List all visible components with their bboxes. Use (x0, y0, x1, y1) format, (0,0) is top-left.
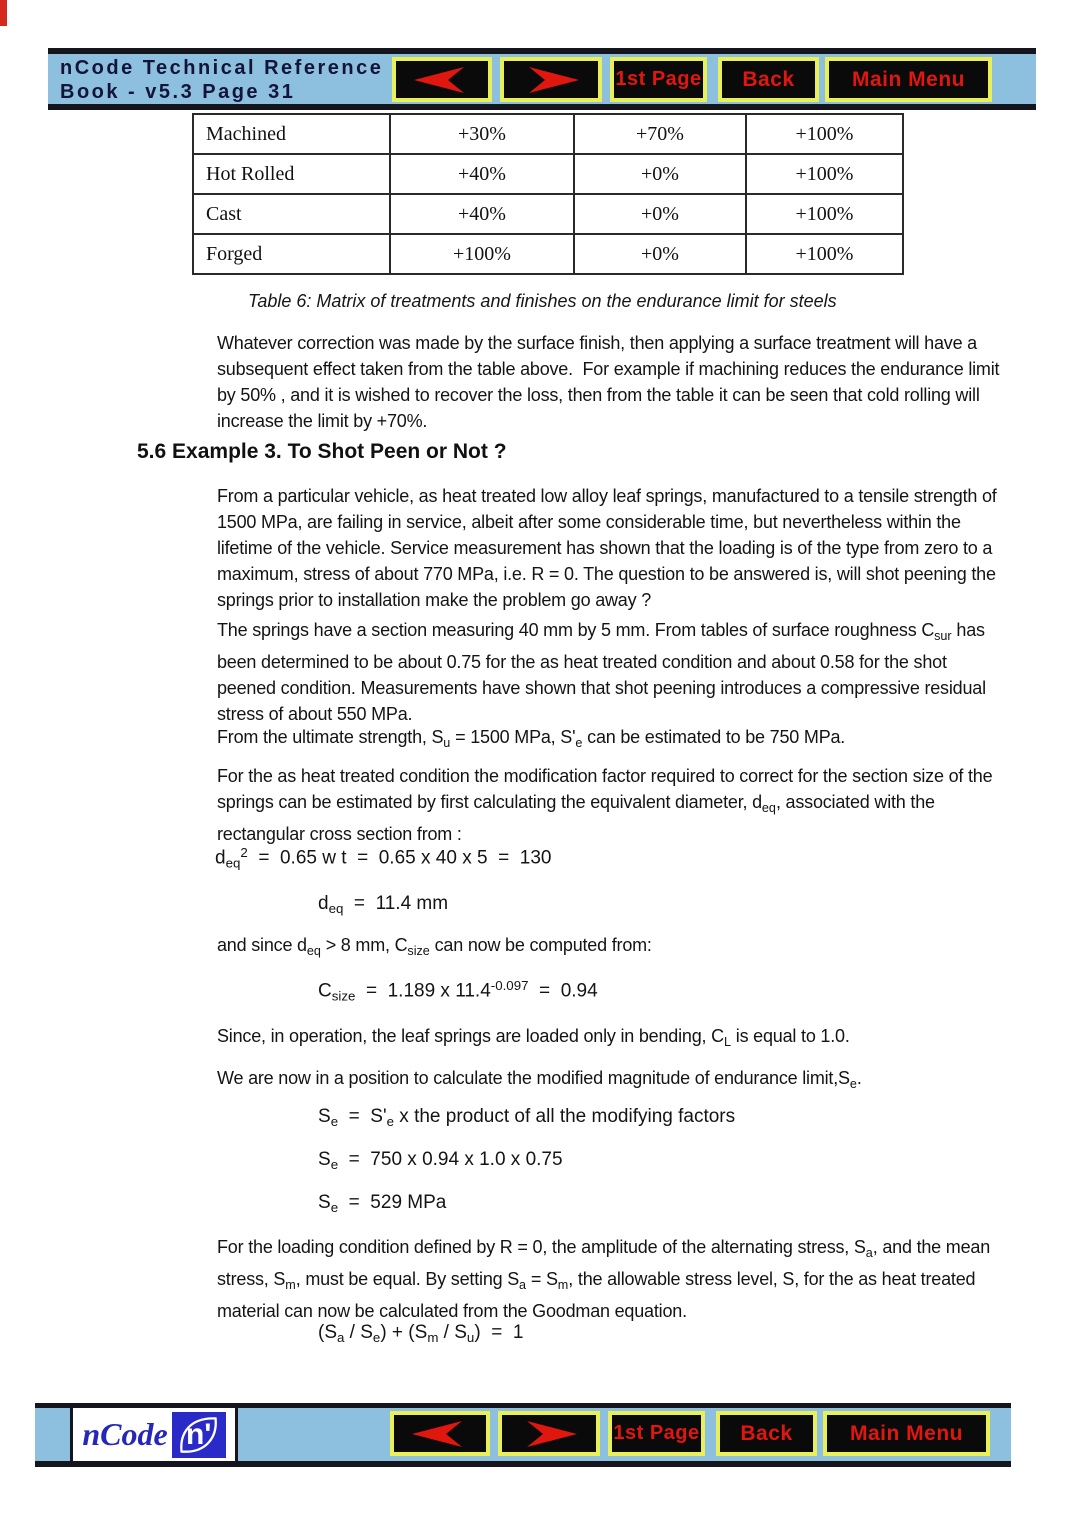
table-cell: +0% (574, 234, 746, 274)
document-title-line1: nCode Technical Reference (60, 57, 384, 79)
table-cell: +100% (390, 234, 574, 274)
table-cell: +100% (746, 154, 903, 194)
paragraph-endurance-limit-intro: We are now in a position to calculate the modified magnitude of endurance $limit,S_e$. (217, 1068, 862, 1091)
previous-page-button[interactable] (390, 1411, 490, 1456)
main-menu-button[interactable]: Main Menu (825, 57, 992, 102)
main-menu-button[interactable]: Main Menu (823, 1411, 990, 1456)
treatments-table (192, 113, 904, 275)
table-cell: +40% (390, 194, 574, 234)
paragraph-ultimate-strength: From the ultimate strength, $S_u = 1500$ MPa, $S'_e$ can be estimated to be 750 MPa. (217, 727, 846, 750)
ncode-logo-icon (172, 1412, 226, 1458)
table-cell: Machined (193, 114, 390, 154)
paragraph-csize-intro: and since $d_{eq} > 8$ mm, $C_{size}$ can now be computed from: (217, 935, 652, 958)
table-cell: Cast (193, 194, 390, 234)
table-cell: +100% (746, 194, 903, 234)
table-cell: +70% (574, 114, 746, 154)
table-row (193, 234, 903, 274)
scan-artifact-mark (0, 0, 7, 26)
ncode-logo-text: nCode (82, 1416, 168, 1452)
ncode-logo (70, 1408, 238, 1461)
paragraph-modification-factor: For the as heat treated condition the modification factor required to correct for the section size of the springs can be estimated by first calculating the equivalent diameter, $d_{eq}$, associated with the rectangular cross section from : (217, 766, 998, 844)
formula-csize: $C_{size} = 1.189$ x $11.4^{-0.097} = 0.94$ (318, 978, 598, 1004)
table-cell: +0% (574, 194, 746, 234)
paragraph-bending-cl: Since, in operation, the leaf springs are loaded only in bending, $C_L$ is equal to 1.0. (217, 1026, 850, 1049)
table-cell: +30% (390, 114, 574, 154)
next-page-button[interactable] (500, 57, 602, 102)
ncode-logo-mark-letter: n' (185, 1417, 212, 1451)
table-cell: Forged (193, 234, 390, 274)
next-page-icon (520, 65, 582, 95)
formula-se-product: $S_e = S'_e$ x the product of all the modifying factors (318, 1106, 736, 1129)
paragraph-surface-treatment: Whatever correction was made by the surface finish, then applying a surface treatment will have a subsequent effect taken from the table above. For example if machining reduces the endurance limit by 50% , and it is wished to recover the loss, then from the table it can be seen that cold rolling will increase the limit by +70%. (217, 333, 1005, 431)
table-cell: Hot Rolled (193, 154, 390, 194)
table-cell: +100% (746, 234, 903, 274)
first-page-button[interactable]: 1st Page (610, 57, 707, 102)
document-title-line2: Book - v5.3 Page 31 (60, 81, 296, 103)
table-row (193, 154, 903, 194)
footer-bar (35, 1403, 1011, 1467)
formula-se-result: $S_e = 529$ MPa (318, 1192, 447, 1215)
header-bar (48, 48, 1036, 110)
paragraph-goodman: For the loading condition defined by R = 0, the amplitude of the alternating stress, $S_a$, and the mean stress, $S_m$, must be equal. By setting $S_a = S_m$, the allowable stress level, S, for the as heat treated material can now be calculated from the Goodman equation. (217, 1237, 995, 1321)
table-row (193, 114, 903, 154)
formula-deq-squared: $d_{eq}^2 = 0.65$ w t = 0.65 x 40 x 5 = 130 (215, 845, 552, 871)
previous-page-icon (411, 65, 473, 95)
previous-page-icon (409, 1419, 471, 1449)
back-button[interactable]: Back (718, 57, 819, 102)
paragraph-spring-section: The springs have a section measuring 40 mm by 5 mm. From tables of surface roughness $C_{sur}$ has been determined to be about 0.75 for the as heat treated condition and about 0.58 for the shot peened condition. Measurements have shown that shot peening introduces a compressive residual stress of about 550 MPa. (217, 620, 991, 724)
formula-se-numeric: $S_e = 750$ x 0.94 x 1.0 x 0.75 (318, 1149, 563, 1172)
section-heading-5-6: 5.6 Example 3. To Shot Peen or Not ? (137, 440, 507, 463)
document-title (60, 56, 383, 104)
table-cell: +40% (390, 154, 574, 194)
table-caption: Table 6: Matrix of treatments and finishes on the endurance limit for steels (248, 291, 837, 311)
paragraph-vehicle-springs: From a particular vehicle, as heat treated low alloy leaf springs, manufactured to a tensile strength of 1500 MPa, are failing in service, albeit after some considerable time, but nevertheless within the lifetime of the vehicle. Service measurement has shown that the loading is of the type from zero to a maximum, stress of about 770 MPa, i.e. R = 0. The question to be answered is, will shot peening the springs prior to installation make the problem go away ? (217, 486, 1002, 610)
table-cell: +0% (574, 154, 746, 194)
back-button[interactable]: Back (716, 1411, 817, 1456)
formula-goodman-equation: $(S_a / S_e) + (S_m / S_u) = 1$ (318, 1322, 524, 1345)
table-row (193, 194, 903, 234)
next-page-icon (518, 1419, 580, 1449)
first-page-button[interactable]: 1st Page (608, 1411, 705, 1456)
table-cell: +100% (746, 114, 903, 154)
formula-deq-value: $d_{eq} = 11.4$ mm (318, 893, 449, 916)
next-page-button[interactable] (498, 1411, 600, 1456)
previous-page-button[interactable] (392, 57, 492, 102)
